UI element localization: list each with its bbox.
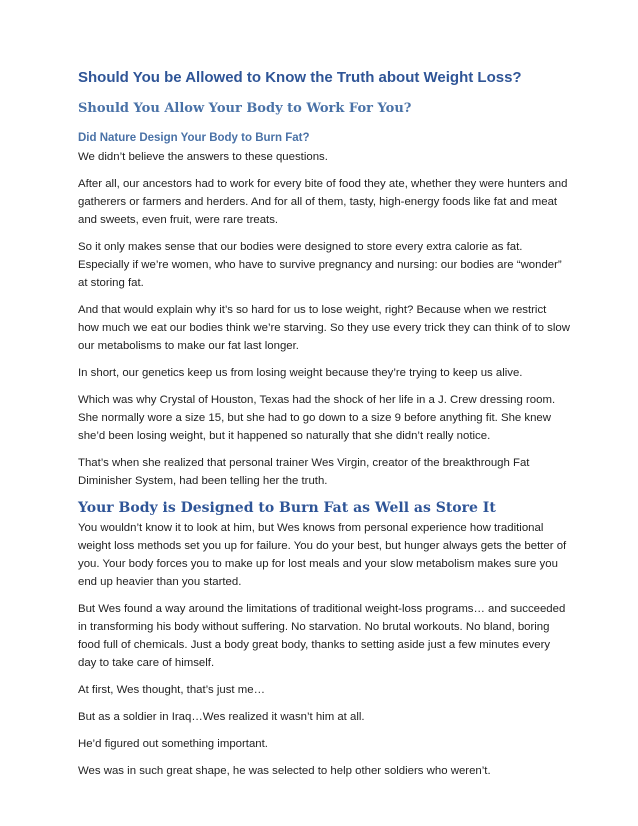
section-heading-nature: Did Nature Design Your Body to Burn Fat? (78, 132, 310, 144)
paragraph: You wouldn’t know it to look at him, but Wes knows from personal experience how traditional weight loss methods set you up for failure. You do your best, but hunger always gets the better of you. Your body forces you to make up for lost meals and your slow metabolism makes sure you end up heavier than you started. (78, 522, 567, 588)
paragraph: Wes was in such great shape, he was selected to help other soldiers who weren’t. (78, 765, 491, 777)
paragraph: But Wes found a way around the limitations of traditional weight-loss programs… and succeeded in transforming his body without suffering. No starvation. No brutal workouts. No bland, boring food full of chemicals. Just a body great body, thanks to setting aside just a few minutes every day to take care of himself. (78, 603, 566, 669)
document-subtitle: Should You Allow Your Body to Work For You? (78, 101, 412, 116)
paragraph: In short, our genetics keep us from losing weight because they’re trying to keep us alive. (78, 367, 523, 379)
paragraph: He’d figured out something important. (78, 738, 268, 750)
document-content (78, 68, 570, 789)
paragraph: And that would explain why it’s so hard for us to lose weight, right? Because when we restrict how much we eat our bodies think we’re starving. So they use every trick they can think of to slow our metabolisms to make our fat last longer. (78, 304, 570, 352)
paragraph: After all, our ancestors had to work for every bite of food they ate, whether they were hunters and gatherers or farmers and herders. And for all of them, tasty, high-energy foods like fat and meat and sweets, even fruit, were rare treats. (78, 178, 568, 226)
document-title: Should You be Allowed to Know the Truth about Weight Loss? (78, 69, 522, 86)
paragraph: That’s when she realized that personal trainer Wes Virgin, creator of the breakthrough Fat Diminisher System, had been telling her the truth. (78, 457, 530, 487)
paragraph: Which was why Crystal of Houston, Texas had the shock of her life in a J. Crew dressing room. She normally wore a size 15, but she had to go down to a size 9 before anything fit. She knew she’d been losing weight, but it happened so naturally that she didn’t really notice. (78, 394, 556, 442)
paragraph: At first, Wes thought, that’s just me… (78, 684, 265, 696)
paragraph: We didn’t believe the answers to these questions. (78, 151, 328, 163)
paragraph: But as a soldier in Iraq…Wes realized it wasn’t him at all. (78, 711, 365, 723)
paragraph: So it only makes sense that our bodies were designed to store every extra calorie as fat. Especially if we’re women, who have to survive pregnancy and nursing: our bodies are “wonder” at storing fat. (78, 241, 562, 289)
section-heading-body-designed: Your Body is Designed to Burn Fat as Well as Store It (78, 500, 496, 516)
